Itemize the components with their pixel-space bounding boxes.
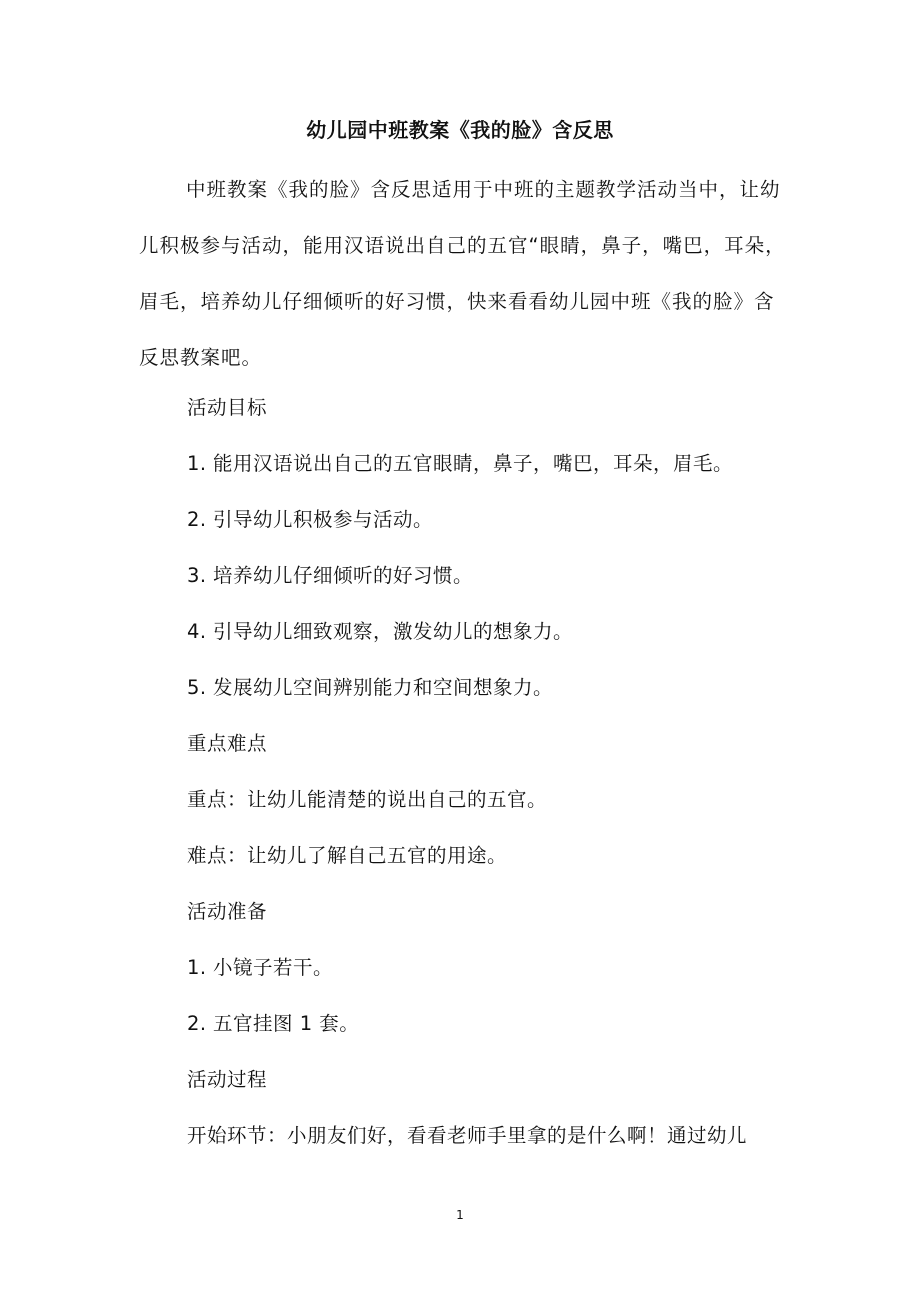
list-item [187, 954, 333, 982]
list-item [187, 618, 573, 646]
prep-heading: 活动准备 [187, 900, 268, 923]
page-number: 1 [456, 1208, 464, 1222]
list-number: 4. [187, 620, 207, 643]
list-text: 引导幼儿细致观察，激发幼儿的想象力。 [213, 620, 574, 643]
process-start: 开始环节：小朋友们好，看看老师手里拿的是什么啊！通过幼儿 [187, 1124, 748, 1147]
process-heading: 活动过程 [187, 1068, 268, 1091]
goals-heading: 活动目标 [187, 396, 268, 419]
list-item [187, 562, 473, 590]
list-number: 3. [187, 564, 207, 587]
list-item [187, 1010, 359, 1038]
list-text: 培养幼儿仔细倾听的好习惯。 [213, 564, 474, 587]
list-text: 小镜子若干。 [213, 956, 334, 979]
document-title: 幼儿园中班教案《我的脸》含反思 [306, 118, 614, 142]
difficult-point: 难点：让幼儿了解自己五官的用途。 [187, 844, 508, 867]
key-point: 重点：让幼儿能清楚的说出自己的五官。 [187, 788, 548, 811]
list-item [187, 674, 553, 702]
intro-paragraph: 中班教案《我的脸》含反思适用于中班的主题教学活动当中，让幼儿积极参与活动，能用汉语说出自己的五官“眼睛，鼻子，嘴巴，耳朵，眉毛，培养幼儿仔细倾听的好习惯，快来看看幼儿园中班《我的脸》含反思教案吧。 [139, 178, 786, 369]
list-number: 1. [187, 956, 207, 979]
list-number: 1. [187, 452, 207, 475]
list-text: 五官挂图 1 套。 [213, 1012, 360, 1035]
list-item [187, 506, 433, 534]
list-text: 能用汉语说出自己的五官眼睛，鼻子，嘴巴，耳朵，眉毛。 [213, 452, 734, 475]
list-item [187, 450, 733, 478]
list-text: 发展幼儿空间辨别能力和空间想象力。 [213, 676, 554, 699]
list-number: 5. [187, 676, 207, 699]
list-text: 引导幼儿积极参与活动。 [213, 508, 434, 531]
key-heading: 重点难点 [187, 732, 268, 755]
list-number: 2. [187, 1012, 207, 1035]
list-number: 2. [187, 508, 207, 531]
